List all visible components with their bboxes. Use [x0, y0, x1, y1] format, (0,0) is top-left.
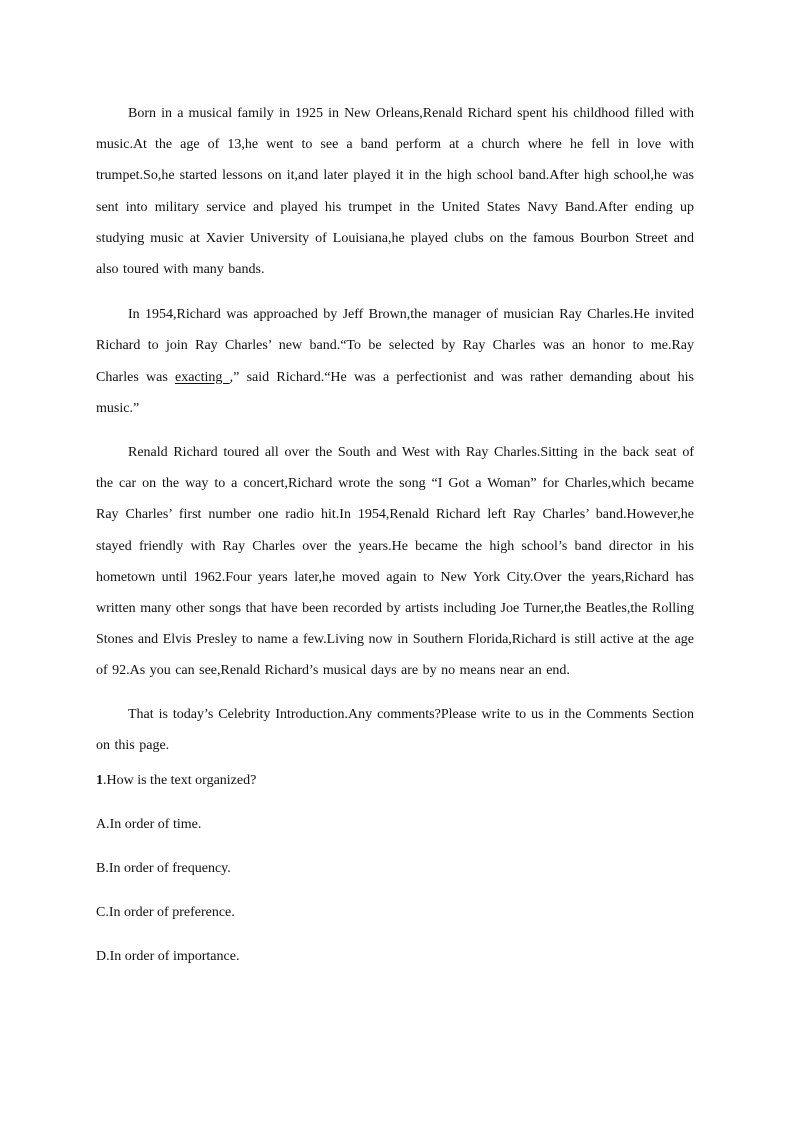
question-block [96, 771, 694, 967]
underlined-word-exacting: exacting [175, 369, 230, 385]
passage-paragraph-3: Renald Richard toured all over the South and West with Ray Charles.Sitting in the back seat of the car on the way to a concert,Richard wrote the song “I Got a Woman” for Charles,which became Ray Charles’ first number one radio hit.In 1954,Renald Richard left Ray Charles’ band.However,he stayed friendly with Ray Charles over the years.He became the high school’s band director in his hometown until 1962.Four years later,he moved again to New York City.Over the years,Richard has written many other songs that have been recorded by artists including Joe Turner,the Beatles,the Rolling Stones and Elvis Presley to name a few.Living now in Southern Florida,Richard is still active at the age of 92.As you can see,Renald Richard’s musical days are by no means near an end. [96, 445, 694, 679]
paragraph-2-text-before: In 1954,Richard was approached by Jeff Brown,the manager of musician Ray Charles.He invited Richard to join Ray Charles’ new band.“To be selected by Ray Charles was an honor to me.Ray Charles was [96, 307, 694, 385]
question-title [96, 771, 694, 791]
passage-paragraph-4: That is today’s Celebrity Introduction.Any comments?Please write to us in the Comments Section on this page. [96, 706, 694, 753]
document-page [96, 98, 694, 967]
passage-paragraph-1: Born in a musical family in 1925 in New Orleans,Renald Richard spent his childhood filled with music.At the age of 13,he went to see a band perform at a church where he fell in love with trumpet.So,he started lessons on it,and later played it in the high school band.After high school,he was sent into military service and played his trumpet in the United States Navy Band.After ending up studying music at Xavier University of Louisiana,he played clubs on the famous Bourbon Street and also toured with many bands. [96, 106, 694, 278]
question-number: 1 [96, 773, 103, 789]
option-d[interactable]: D.In order of importance. [96, 949, 240, 965]
passage-paragraph-2 [96, 299, 694, 424]
option-b[interactable]: B.In order of frequency. [96, 861, 231, 877]
option-c[interactable]: C.In order of preference. [96, 905, 235, 921]
option-a[interactable]: A.In order of time. [96, 817, 202, 833]
question-text: .How is the text organized? [103, 773, 257, 789]
paragraph-2-text-after: ,” said Richard.“He was a perfectionist and was rather demanding about his music.” [96, 369, 695, 416]
